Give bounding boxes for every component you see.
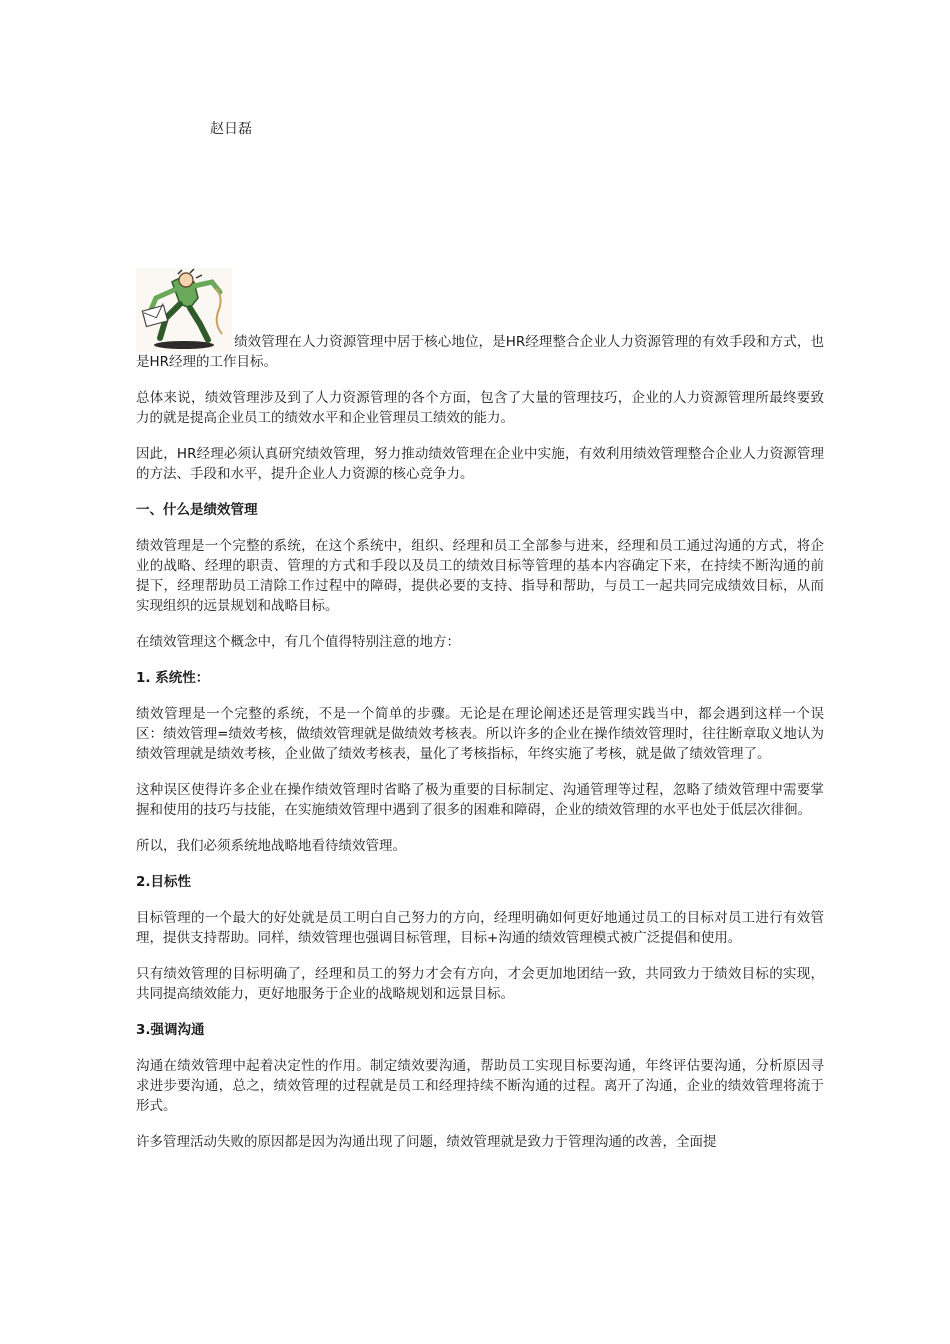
systematic-paragraph-1: 绩效管理是一个完整的系统，不是一个简单的步骤。无论是在理论阐述还是管理实践当中，都会遇到这样一个误区：绩效管理=绩效考核，做绩效管理就是做绩效考核表。所以许多的企业在操作绩效管理时，往往断章取义地认为绩效管理就是绩效考核，企业做了绩效考核表，量化了考核指标，年终实施了考核，就是做了绩效管理了。 <box>136 706 824 762</box>
intro-text: 绩效管理在人力资源管理中居于核心地位，是HR经理整合企业人力资源管理的有效手段和方式，也是HR经理的工作目标。 <box>136 334 824 370</box>
systematic-paragraph-3: 所以，我们必须系统地战略地看待绩效管理。 <box>136 838 406 854</box>
communication-paragraph-1: 沟通在绩效管理中起着决定性的作用。制定绩效要沟通，帮助员工实现目标要沟通，年终评估要沟通，分析原因寻求进步要沟通，总之，绩效管理的过程就是员工和经理持续不断沟通的过程。离开了沟通，企业的绩效管理将流于形式。 <box>136 1058 824 1114</box>
goal-paragraph-1: 目标管理的一个最大的好处就是员工明白自己努力的方向，经理明确如何更好地通过员工的目标对员工进行有效管理，提供支持帮助。同样，绩效管理也强调目标管理，目标+沟通的绩效管理模式被广泛提倡和使用。 <box>136 910 824 946</box>
point-heading-goal-oriented: 2.目标性 <box>136 874 192 890</box>
article-body <box>136 268 824 1168</box>
goal-paragraph-2: 只有绩效管理的目标明确了，经理和员工的努力才会有方向，才会更加地团结一致，共同致力于绩效目标的实现，共同提高绩效能力，更好地服务于企业的战略规划和远景目标。 <box>136 966 824 1002</box>
notes-intro-paragraph: 在绩效管理这个概念中，有几个值得特别注意的地方： <box>136 634 460 650</box>
summary-paragraph: 总体来说，绩效管理涉及到了人力资源管理的各个方面，包含了大量的管理技巧，企业的人力资源管理所最终要致力的就是提高企业员工的绩效水平和企业管理员工绩效的能力。 <box>136 390 824 426</box>
author-name: 赵日磊 <box>210 121 252 137</box>
definition-paragraph: 绩效管理是一个完整的系统，在这个系统中，组织、经理和员工全部参与进来，经理和员工通过沟通的方式，将企业的战略、经理的职责、管理的方式和手段以及员工的绩效目标等管理的基本内容确定下来，在持续不断沟通的前提下，经理帮助员工清除工作过程中的障碍，提供必要的支持、指导和帮助，与员工一起共同完成绩效目标，从而实现组织的远景规划和战略目标。 <box>136 538 824 614</box>
point-heading-communication: 3.强调沟通 <box>136 1022 205 1038</box>
point-heading-systematic: 1. 系统性： <box>136 670 210 686</box>
running-person-clipart-icon <box>136 268 232 352</box>
conclusion-paragraph: 因此，HR经理必须认真研究绩效管理，努力推动绩效管理在企业中实施，有效利用绩效管理整合企业人力资源管理的方法、手段和水平，提升企业人力资源的核心竞争力。 <box>136 446 824 482</box>
section-heading-what-is-performance-management: 一、什么是绩效管理 <box>136 502 258 518</box>
communication-paragraph-2: 许多管理活动失败的原因都是因为沟通出现了问题，绩效管理就是致力于管理沟通的改善，全面提 <box>136 1134 717 1150</box>
intro-paragraph <box>136 268 824 372</box>
systematic-paragraph-2: 这种误区使得许多企业在操作绩效管理时省略了极为重要的目标制定、沟通管理等过程，忽略了绩效管理中需要掌握和使用的技巧与技能，在实施绩效管理中遇到了很多的困难和障碍，企业的绩效管理的水平也处于低层次徘徊。 <box>136 782 824 818</box>
